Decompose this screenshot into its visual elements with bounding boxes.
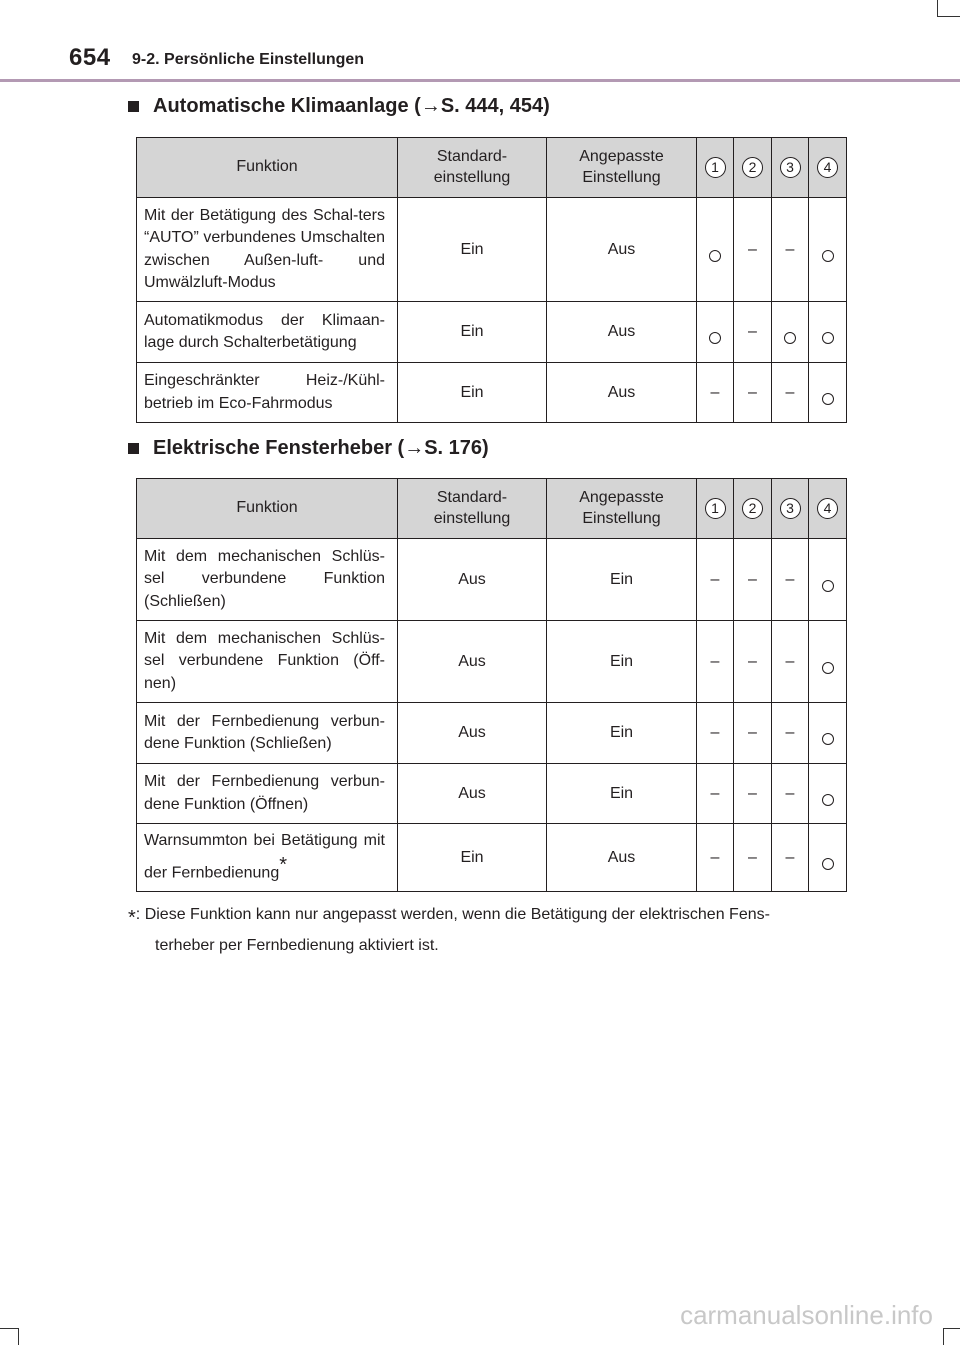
standard-value-cell (398, 198, 547, 302)
availability-cell (697, 198, 734, 302)
availability-cell (697, 621, 734, 703)
circle-mark-icon (709, 332, 721, 344)
function-cell (137, 539, 398, 621)
section-heading-climate (128, 95, 550, 118)
availability-cell (734, 703, 772, 764)
custom-value-cell (547, 621, 697, 703)
availability-cell (809, 764, 847, 824)
function-text: Eingeschränkter Heiz-/Kühl-betrieb im Eco-Fahrmodus (144, 372, 385, 412)
dash-mark: – (748, 323, 757, 340)
standard-value-cell (398, 621, 547, 703)
section-heading-text: Automatische Klimaanlage (→S. 444, 454) (153, 95, 550, 117)
availability-cell (772, 198, 809, 302)
custom-value-cell (547, 539, 697, 621)
crop-mark-bottom-left-v (18, 1328, 19, 1345)
availability-cell (772, 302, 809, 363)
function-cell (137, 824, 398, 892)
number-2-icon: 2 (742, 157, 763, 178)
number-1-icon: 1 (705, 498, 726, 519)
page-header (0, 0, 960, 84)
footnote-line2: terheber per Fernbedienung aktiviert ist. (155, 937, 439, 954)
section-heading-windows (128, 437, 489, 460)
chapter-title: 9-2. Persönliche Einstellungen (132, 51, 365, 68)
availability-cell (809, 621, 847, 703)
crop-mark-bottom-right (943, 1328, 960, 1329)
table-row (137, 539, 847, 621)
dash-mark: – (785, 570, 795, 588)
number-4-icon: 4 (817, 498, 838, 519)
header-col4 (809, 138, 847, 198)
watermark: carmanualsonline.info (680, 1300, 933, 1330)
function-cell (137, 302, 398, 363)
dash-mark: – (710, 784, 720, 802)
table-row (137, 198, 847, 302)
dash-mark: – (785, 848, 795, 866)
custom-value: Ein (609, 784, 634, 802)
function-text: Mit der Betätigung des Schal-ters “AUTO” verbundenes Umschalten zwischen Außen-luft- und Umwälzluft-Modus (144, 207, 385, 291)
crop-mark-top-right (937, 0, 938, 16)
function-text: Mit dem mechanischen Schlüs-sel verbundene Funktion (Öff-nen) (144, 630, 385, 692)
header-col3 (772, 138, 809, 198)
custom-value-cell (547, 764, 697, 824)
table-header-row (137, 138, 847, 198)
availability-cell (809, 824, 847, 892)
header-col2 (734, 138, 772, 198)
square-bullet-icon (128, 101, 139, 112)
availability-cell (697, 302, 734, 363)
standard-value-cell (398, 824, 547, 892)
availability-cell (734, 302, 772, 363)
availability-cell (809, 302, 847, 363)
dash-mark: – (748, 784, 757, 802)
standard-value: Ein (460, 848, 484, 866)
header-col2 (734, 479, 772, 539)
standard-value-cell (398, 539, 547, 621)
custom-value: Aus (607, 323, 636, 340)
function-text: Automatikmodus der Klimaan-lage durch Schalterbetätigung (144, 311, 385, 351)
circle-mark-icon (784, 332, 796, 344)
header-col1 (697, 138, 734, 198)
function-cell (137, 621, 398, 703)
availability-cell (772, 824, 809, 892)
function-text: Mit dem mechanischen Schlüs-sel verbundene Funktion (Schließen) (144, 548, 385, 610)
square-bullet-icon (128, 443, 139, 454)
availability-cell (809, 703, 847, 764)
circle-mark-icon (709, 250, 721, 262)
standard-value: Aus (458, 784, 486, 802)
availability-cell (734, 198, 772, 302)
dash-mark: – (785, 383, 795, 401)
standard-value: Aus (458, 724, 486, 741)
dash-mark: – (748, 570, 757, 588)
number-1-icon: 1 (705, 157, 726, 178)
dash-mark: – (785, 784, 795, 802)
custom-value-cell (547, 198, 697, 302)
table-row (137, 302, 847, 363)
availability-cell (772, 621, 809, 703)
header-col4 (809, 479, 847, 539)
availability-cell (734, 363, 772, 423)
window-settings-table (136, 478, 847, 892)
custom-value-cell (547, 824, 697, 892)
custom-value-cell (547, 363, 697, 423)
availability-cell (697, 363, 734, 423)
custom-value-cell (547, 302, 697, 363)
function-cell (137, 764, 398, 824)
dash-mark: – (785, 240, 795, 258)
function-text: Mit der Fernbedienung verbun-dene Funktion (Öffnen) (144, 773, 385, 813)
standard-value-cell (398, 302, 547, 363)
circle-mark-icon (822, 794, 834, 806)
footnote-marker: * (279, 854, 288, 877)
table-row (137, 824, 847, 892)
dash-mark: – (710, 652, 720, 670)
dash-mark: – (710, 848, 720, 866)
header-standard: Standard- einstellung (398, 479, 547, 539)
standard-value: Ein (460, 383, 484, 401)
table-header-row (137, 479, 847, 539)
crop-mark-top-right-h (937, 16, 960, 17)
availability-cell (772, 363, 809, 423)
number-4-icon: 4 (817, 157, 838, 178)
availability-cell (809, 539, 847, 621)
availability-cell (697, 824, 734, 892)
standard-value-cell (398, 703, 547, 764)
number-3-icon: 3 (780, 498, 801, 519)
table-row (137, 621, 847, 703)
circle-mark-icon (822, 733, 834, 745)
table-row (137, 363, 847, 423)
header-function: Funktion (137, 479, 398, 539)
availability-cell (809, 198, 847, 302)
availability-cell (697, 539, 734, 621)
standard-value: Ein (460, 240, 484, 258)
dash-mark: – (748, 652, 757, 670)
availability-cell (734, 621, 772, 703)
availability-cell (772, 539, 809, 621)
footnote-line1: : Diese Funktion kann nur angepasst werden, wenn die Betätigung der elektrischen Fens- (135, 906, 770, 923)
circle-mark-icon (822, 250, 834, 262)
section-heading-text: Elektrische Fensterheber (→S. 176) (153, 437, 489, 459)
standard-value: Ein (460, 323, 484, 340)
availability-cell (772, 703, 809, 764)
availability-cell (772, 764, 809, 824)
dash-mark: – (785, 652, 795, 670)
function-cell (137, 703, 398, 764)
function-cell (137, 198, 398, 302)
dash-mark: – (748, 848, 757, 866)
custom-value: Ein (609, 652, 634, 670)
custom-value: Ein (609, 570, 634, 588)
dash-mark: – (710, 383, 720, 401)
crop-mark-bottom-left (0, 1328, 18, 1329)
footnote (128, 903, 848, 959)
custom-value: Aus (607, 383, 636, 401)
crop-mark-bottom-right-v (943, 1328, 944, 1345)
circle-mark-icon (822, 393, 834, 405)
table-row (137, 764, 847, 824)
custom-value: Ein (609, 724, 634, 741)
availability-cell (697, 764, 734, 824)
custom-value: Aus (607, 240, 636, 258)
header-function: Funktion (137, 138, 398, 198)
custom-value-cell (547, 703, 697, 764)
page-number: 654 (69, 44, 111, 71)
circle-mark-icon (822, 858, 834, 870)
availability-cell (697, 703, 734, 764)
dash-mark: – (748, 240, 757, 258)
climate-settings-table (136, 137, 847, 423)
circle-mark-icon (822, 332, 834, 344)
dash-mark: – (748, 383, 757, 401)
header-col3 (772, 479, 809, 539)
availability-cell (734, 539, 772, 621)
header-custom: Angepasste Einstellung (547, 479, 697, 539)
custom-value: Aus (607, 848, 636, 866)
availability-cell (734, 764, 772, 824)
header-col1 (697, 479, 734, 539)
function-cell (137, 363, 398, 423)
number-3-icon: 3 (780, 157, 801, 178)
availability-cell (809, 363, 847, 423)
availability-cell (734, 824, 772, 892)
function-text: Warnsummton bei Betätigung mit der Fernbedienung (144, 832, 385, 882)
standard-value-cell (398, 764, 547, 824)
table-row (137, 703, 847, 764)
dash-mark: – (710, 570, 720, 588)
standard-value: Aus (458, 652, 486, 670)
dash-mark: – (748, 724, 757, 741)
number-2-icon: 2 (742, 498, 763, 519)
dash-mark: – (785, 724, 795, 741)
footnote-marker: * (128, 907, 136, 929)
dash-mark: – (710, 724, 720, 741)
circle-mark-icon (822, 662, 834, 674)
function-text: Mit der Fernbedienung verbun-dene Funktion (Schließen) (144, 712, 385, 752)
standard-value: Aus (458, 570, 486, 588)
header-custom: Angepasste Einstellung (547, 138, 697, 198)
header-rule (0, 79, 960, 82)
header-standard: Standard- einstellung (398, 138, 547, 198)
standard-value-cell (398, 363, 547, 423)
circle-mark-icon (822, 580, 834, 592)
